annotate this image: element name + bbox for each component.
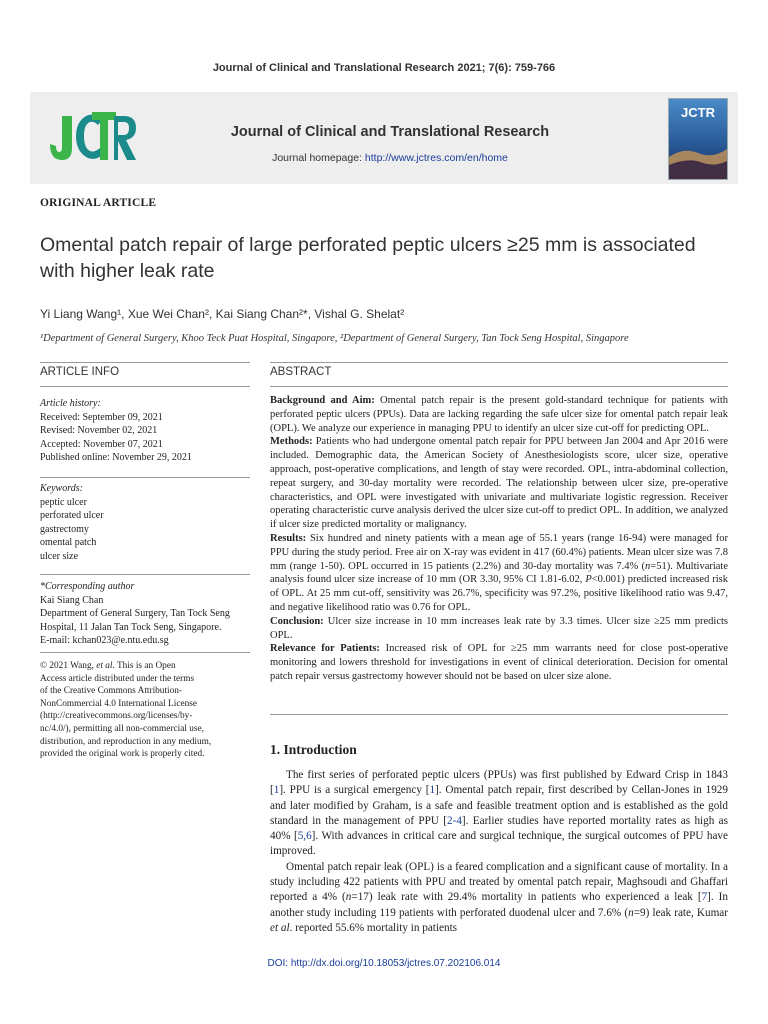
abstract-body xyxy=(270,394,728,684)
introduction-paragraph-2: Omental patch repair leak (OPL) is a feared complication and a significant cause of mortality. In a study including 422 patients with PPU and treated by omental patch repair, Maghsoudi and Ghaffari reported a 4% (n=17) leak rate with 29.4% mortality in patients who experienced a leak [7]. In another study including 119 patients with perforated duodenal ulcer and 7.6% (n=9) leak rate, Kumar et al. reported 55.6% mortality in patients xyxy=(270,860,728,934)
license-line: distribution, and reproduction in any medium, xyxy=(40,736,212,747)
citation-link[interactable]: 1 xyxy=(273,784,280,797)
license-line: nc/4.0/), permitting all non-commercial use, xyxy=(40,723,204,734)
citation-link[interactable]: 5,6 xyxy=(297,830,312,843)
abstract-rule-top xyxy=(270,362,728,363)
license-line: (http://creativecommons.org/licenses/by- xyxy=(40,711,193,722)
cover-logo-text: JCTR xyxy=(681,105,715,120)
license-rule xyxy=(40,652,250,653)
license-line-1: © 2021 Wang, et al. This is an Open xyxy=(40,661,176,671)
history-published: Published online: November 29, 2021 xyxy=(40,452,192,464)
journal-cover-image xyxy=(668,98,728,180)
abstract-methods: Methods: Patients who had undergone omental patch repair for PPU between Jan 2004 and Apr 2016 were included. Demographic data, the American Society of Anesthesiologists score, ulcer size, operative approach, post-operative complications, and length of stay were recorded. OPL, intra-abdominal collection, repeat surgery, and 30-day mortality were recorded. The relationship between ulcer size, pre-operative characteristics, and OPL were investigated with univariate and multivariate logistic regression. Receiver operating characteristic curve analysis derived the ulcer size cut-off to predict OPL. In addition, we analyzed if ulcer size predicted mortality or malignancy. xyxy=(270,436,728,531)
introduction-paragraph-1: The first series of perforated peptic ulcers (PPUs) was first published by Edward Crisp in 1843 [1]. PPU is a surgical emergency [1]. Omental patch repair, first described by Cellan-Jones in 1929 and later modified by Graham, is a safe and feasible treatment option and is established as the gold standard in the management of PPU [2-4]. Earlier studies have reported mortality rates as high as 40% [5,6]. With advances in critical care and surgical technique, the surgical outcomes of PPU have improved. xyxy=(270,769,728,858)
abstract-relevance: Relevance for Patients: Increased risk of OPL for ≥25 mm warrants need for close post-operative monitoring and lowers threshold for investigations in event of clinical deterioration. Decision for omental patch repair versus gastrectomy however should not be based on ulcer size alone. xyxy=(270,643,729,682)
article-history-label: Article history: xyxy=(40,398,101,409)
abstract-rule-bottom xyxy=(270,714,728,715)
abstract-rule xyxy=(270,386,728,387)
journal-name: Journal of Clinical and Translational Research xyxy=(230,124,550,140)
journal-banner xyxy=(30,92,738,184)
history-accepted: Accepted: November 07, 2021 xyxy=(40,438,163,450)
keyword-item: ulcer size xyxy=(40,550,79,562)
abstract-results: Results: Six hundred and ninety patients with a mean age of 55.1 years (range 16-94) were managed for PPU during the study period. Free air on X-ray was evident in 417 (60.4%) patients. Mean ulcer size was 7.8 mm (range 1-50). OPL occurred in 15 patients (2.2%) and 30-day mortality was 7.4% (n=51). Multivariate analysis found ulcer size increase of 10 mm (OR 3.30, 95% CI 1.81-6.02, P<0.001) predicted increased risk of OPL. At 25 mm cut-off, sensitivity was 26.7%, specificity was 97.2%, positive likelihood ratio was 9.47, and negative likelihood ratio was 0.76 for OPL. xyxy=(270,532,729,613)
license-line: Access article distributed under the terms xyxy=(40,673,195,684)
corresponding-name: Kai Siang Chan xyxy=(40,594,104,606)
keyword-item: gastrectomy xyxy=(40,523,89,535)
keyword-item: peptic ulcer xyxy=(40,496,87,508)
homepage-link[interactable]: http://www.jctres.com/en/home xyxy=(364,152,508,164)
introduction-body xyxy=(270,768,728,936)
keyword-item: omental patch xyxy=(40,537,97,549)
citation-link[interactable]: 1 xyxy=(429,784,436,797)
license-line: NonCommercial 4.0 International License xyxy=(40,698,197,709)
article-history xyxy=(40,397,250,465)
article-info-rule-top xyxy=(40,362,250,363)
homepage-label: Journal homepage: xyxy=(272,152,365,164)
doi-link[interactable]: DOI: http://dx.doi.org/10.18053/jctres.07.202106.014 xyxy=(267,958,501,969)
corresponding-email[interactable]: E-mail: kchan023@e.ntu.edu.sg xyxy=(40,635,169,647)
journal-homepage xyxy=(170,152,610,164)
history-revised: Revised: November 02, 2021 xyxy=(40,425,158,437)
citation-link[interactable]: 7 xyxy=(701,891,708,904)
journal-citation: Journal of Clinical and Translational Research 2021; 7(6): 759-766 xyxy=(212,62,556,74)
keywords-label: Keywords: xyxy=(40,483,83,494)
article-info-rule xyxy=(40,386,250,387)
affiliations: ¹Department of General Surgery, Khoo Teck Puat Hospital, Singapore, ²Department of General Surgery, Tan Tock Seng Hospital, Singapore xyxy=(40,333,629,344)
keywords-rule xyxy=(40,477,250,478)
abstract-conclusion: Conclusion: Ulcer size increase in 10 mm increases leak rate by 3.3 times. Ulcer size ≥25 mm predicts OPL. xyxy=(270,615,728,641)
corresponding-address-2: Hospital, 11 Jalan Tan Tock Seng, Singapore. xyxy=(40,621,222,633)
license-block xyxy=(40,660,250,761)
citation-link[interactable]: 2-4 xyxy=(447,814,462,827)
article-title: Omental patch repair of large perforated peptic ulcers ≥25 mm is associated with higher leak rate xyxy=(40,234,696,282)
history-received: Received: September 09, 2021 xyxy=(40,411,163,423)
article-info-heading: ARTICLE INFO xyxy=(40,366,120,378)
corresponding-rule xyxy=(40,574,250,575)
article-type: ORIGINAL ARTICLE xyxy=(40,197,157,209)
jctr-logo xyxy=(48,108,138,164)
abstract-background: Background and Aim: Omental patch repair is the present gold-standard technique for patients with perforated peptic ulcers (PPUs). Data are lacking regarding the safe ulcer size for omental patch repair leak (OPL). We analyze our experience in managing PPU to identify an ulcer size cut-off for predicting OPL. xyxy=(270,395,728,434)
keyword-item: perforated ulcer xyxy=(40,510,104,522)
license-line: of the Creative Commons Attribution- xyxy=(40,686,183,697)
corresponding-author xyxy=(40,580,250,648)
corresponding-address-1: Department of General Surgery, Tan Tock Seng xyxy=(40,608,230,620)
license-line: provided the original work is properly cited. xyxy=(40,749,205,760)
keywords xyxy=(40,482,250,564)
corresponding-label: *Corresponding author xyxy=(40,581,135,592)
authors: Yi Liang Wang¹, Xue Wei Chan², Kai Siang Chan²*, Vishal G. Shelat² xyxy=(40,307,405,321)
abstract-heading: ABSTRACT xyxy=(270,366,332,378)
introduction-heading: 1. Introduction xyxy=(270,742,357,757)
